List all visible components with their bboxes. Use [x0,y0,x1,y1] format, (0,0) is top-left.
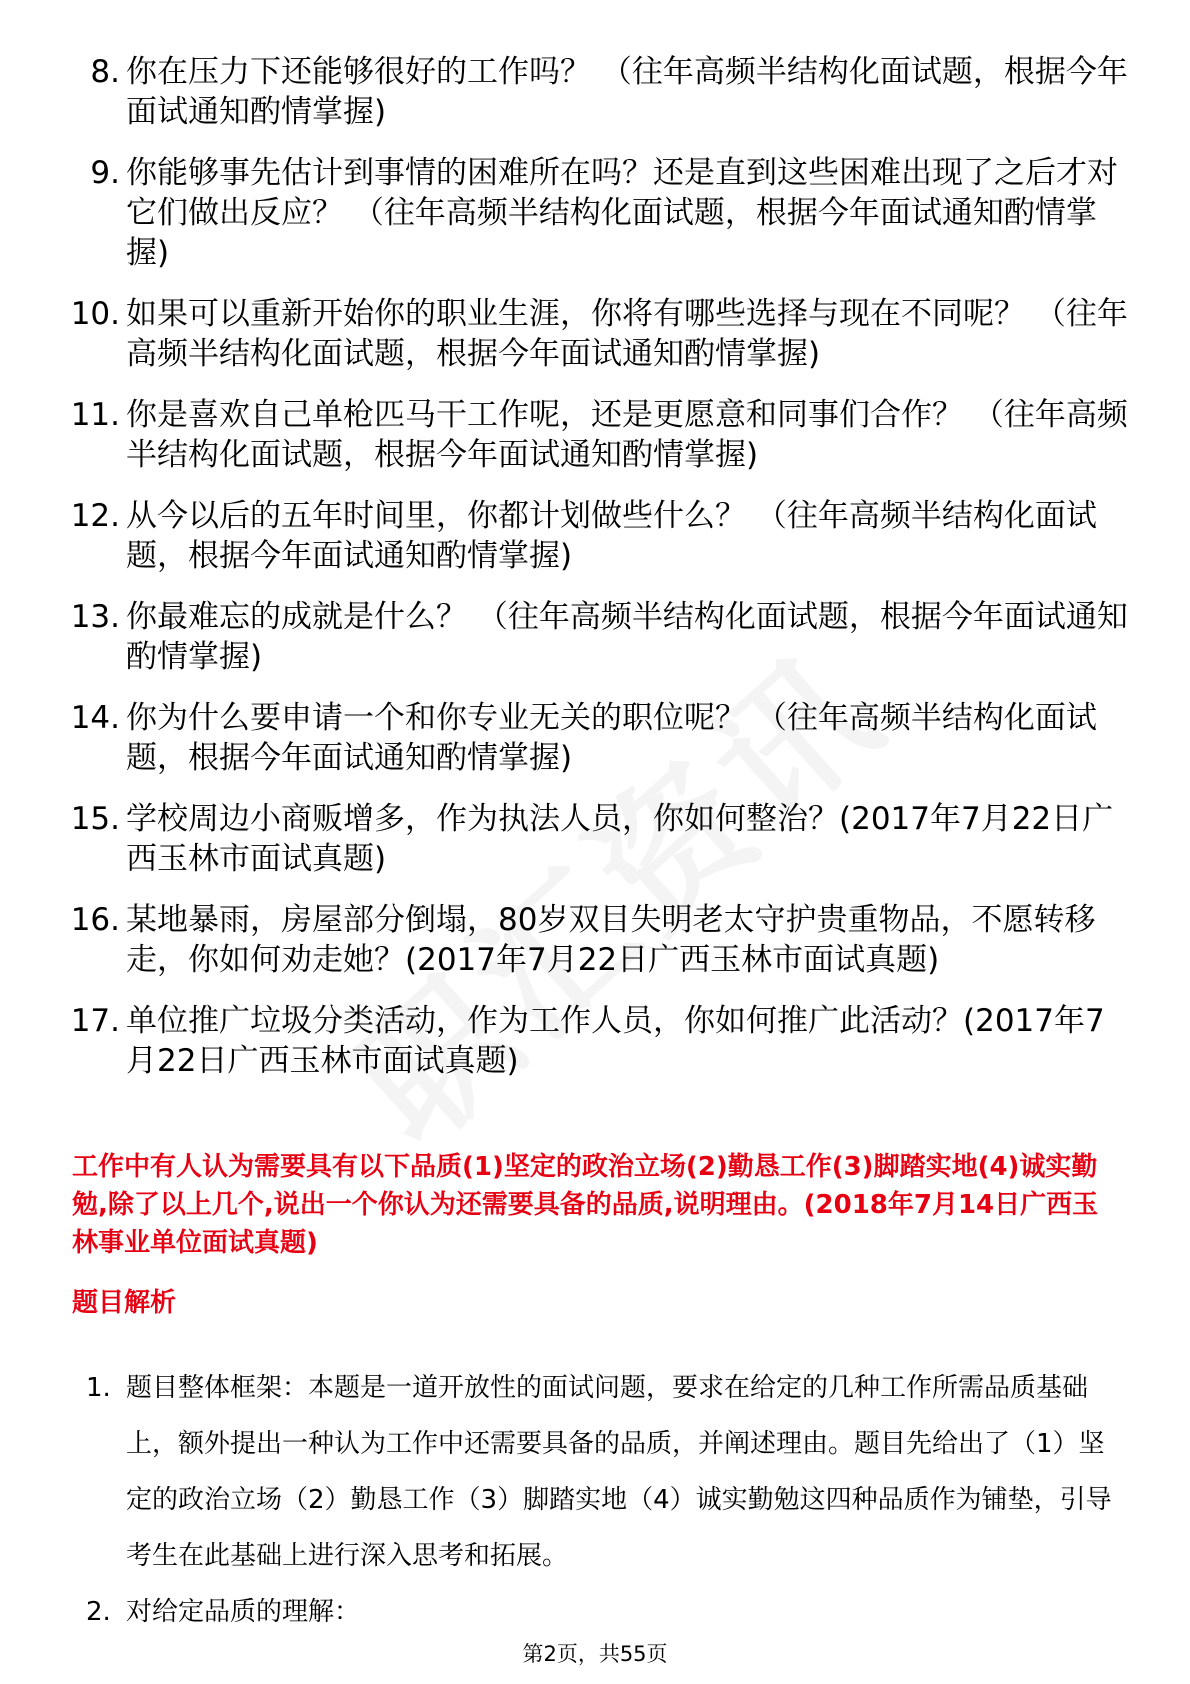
analysis-list [86,1360,1122,1640]
question-item [72,597,1132,677]
question-number: 14. [70,700,120,736]
question-number: 10. [70,296,120,332]
analysis-text: 题目整体框架：本题是一道开放性的面试问题，要求在给定的几种工作所需品质基础上，额外提出一种认为工作中还需要具备的品质，并阐述理由。题目先给出了（1）坚定的政治立场（2）勤恳工作（3）脚踏实地（4）诚实勤勉这四种品质作为铺垫，引导考生在此基础上进行深入思考和拓展。 [126,1373,1112,1571]
analysis-number: 2. [86,1597,111,1627]
question-number: 8. [90,54,120,90]
page-footer: 第2页，共55页 [522,1642,668,1666]
question-item [72,799,1132,879]
question-item [72,1001,1132,1081]
question-item [72,900,1132,980]
question-number: 17. [70,1003,120,1039]
question-number: 9. [90,155,120,191]
question-item [72,496,1132,576]
analysis-item [86,1584,1122,1640]
question-item [72,294,1132,374]
question-item [72,153,1132,273]
question-text: 你最难忘的成就是什么？ （往年高频半结构化面试题，根据今年面试通知酌情掌握) [126,599,1128,675]
question-text: 你在压力下还能够很好的工作吗？ （往年高频半结构化面试题，根据今年面试通知酌情掌握) [126,54,1128,130]
question-item [72,698,1132,778]
analysis-heading: 题目解析 [72,1288,177,1318]
question-number: 13. [70,599,120,635]
question-text: 某地暴雨，房屋部分倒塌，80岁双目失明老太守护贵重物品，不愿转移走，你如何劝走她？(2017年7月22日广西玉林市面试真题) [126,902,1096,978]
question-number: 15. [70,801,120,837]
question-text: 如果可以重新开始你的职业生涯，你将有哪些选择与现在不同呢？ （往年高频半结构化面试题，根据今年面试通知酌情掌握) [126,296,1128,372]
question-number: 12. [70,498,120,534]
question-number: 11. [70,397,120,433]
question-text: 学校周边小商贩增多，作为执法人员，你如何整治？(2017年7月22日广西玉林市面试真题) [126,801,1114,877]
question-text: 单位推广垃圾分类活动，作为工作人员，你如何推广此活动？(2017年7月22日广西玉林市面试真题) [126,1003,1105,1079]
question-text: 你为什么要申请一个和你专业无关的职位呢？ （往年高频半结构化面试题，根据今年面试通知酌情掌握) [126,700,1097,776]
question-number: 16. [70,902,120,938]
question-item [72,52,1132,132]
analysis-text: 对给定品质的理解： [126,1597,361,1627]
featured-question: 工作中有人认为需要具有以下品质(1)坚定的政治立场(2)勤恳工作(3)脚踏实地(4)诚实勤勉,除了以上几个,说出一个你认为还需要具备的品质,说明理由。(2018年7月14日广西玉林事业单位面试真题) [72,1152,1099,1258]
question-text: 你是喜欢自己单枪匹马干工作呢，还是更愿意和同事们合作？ （往年高频半结构化面试题，根据今年面试通知酌情掌握) [126,397,1128,473]
question-text: 从今以后的五年时间里，你都计划做些什么？ （往年高频半结构化面试题，根据今年面试通知酌情掌握) [126,498,1097,574]
analysis-item [86,1360,1122,1584]
analysis-number: 1. [86,1373,111,1403]
question-text: 你能够事先估计到事情的困难所在吗？还是直到这些困难出现了之后才对它们做出反应？ （往年高频半结构化面试题，根据今年面试通知酌情掌握) [126,155,1118,271]
question-list [72,52,1132,1102]
question-item [72,395,1132,475]
